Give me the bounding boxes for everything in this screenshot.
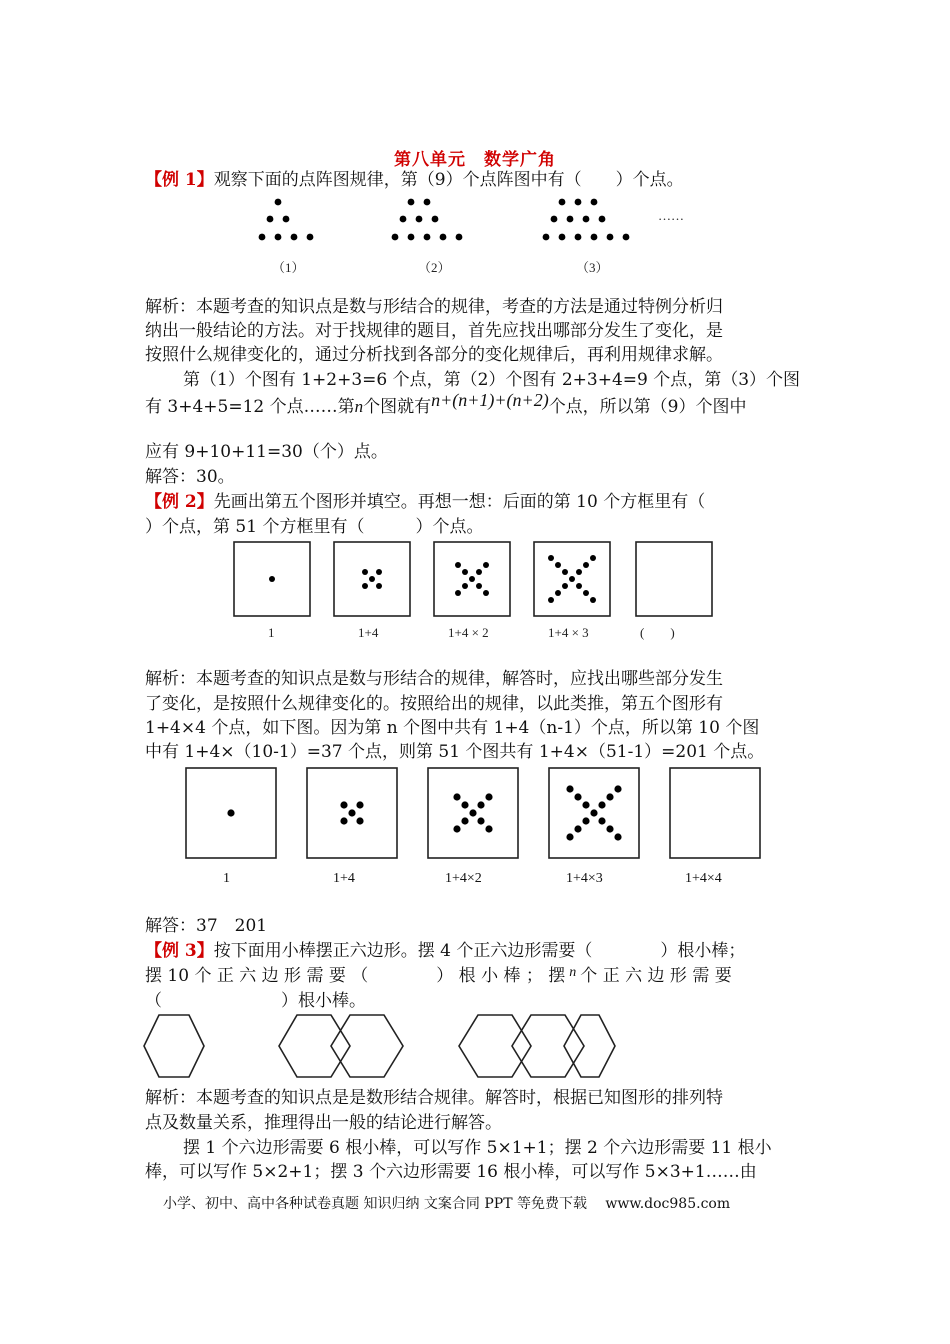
ex3-question-1: 按下面用小棒摆正六边形。摆 4 个正六边形需要（ ）根小棒； <box>213 941 746 961</box>
ex2-analysis-1: 解析：本题考查的知识点是数与形结合的规律，解答时，应找出哪些部分发生 <box>145 669 723 689</box>
ex2-bottom-label-4: 1+4×3 <box>566 871 603 886</box>
ex2-analysis-2: 了变化，是按照什么规律变化的。按照给出的规律，以此类推，第五个图形有 <box>145 694 723 714</box>
dot-triangle-1 <box>259 199 314 241</box>
ex2-question-2: ）个点，第 51 个方框里有（ ）个点。 <box>145 517 484 537</box>
ex2-top-label-2: 1+4 <box>358 625 379 640</box>
ex1-ellipsis: …… <box>658 208 684 223</box>
page-footer: 小学、初中、高中各种试卷真题 知识归纳 文案合同 PPT 等免费下载 www.doc985.com <box>163 1196 731 1212</box>
ex3-question-line-1 <box>145 939 745 963</box>
ex1-dot-pattern-figure <box>250 190 710 285</box>
dot-triangle-2 <box>392 199 463 241</box>
ex1-analysis-4: 第（1）个图有 1+2+3=6 个点，第（2）个图有 2+3+4=9 个点，第（3）个图 <box>183 370 801 390</box>
ex1-analysis-6: 应有 9+10+11=30（个）点。 <box>145 442 388 462</box>
ex3-analysis-3: 摆 1 个六边形需要 6 根小棒，可以写作 5×1+1；摆 2 个六边形需要 11 根小 <box>183 1138 772 1158</box>
box2-dots <box>362 569 382 589</box>
box1b-dots <box>227 809 234 816</box>
ex2-box-figure-bottom <box>183 764 783 889</box>
ex2-bottom-label-3: 1+4×2 <box>445 871 482 886</box>
ex2-bottom-label-1: 1 <box>223 871 230 886</box>
ex1-label-2: （2） <box>418 260 451 275</box>
box4-dots <box>548 555 596 603</box>
ex3-analysis-4: 棒，可以写作 5×2+1；摆 3 个六边形需要 16 根小棒，可以写作 5×3+1……由 <box>145 1162 757 1182</box>
ex1-formula: n+(n+1)+(n+2) <box>431 390 549 410</box>
ex3-analysis-1: 解析：本题考查的知识点是是数形结合规律。解答时，根据已知图形的排列特 <box>145 1088 723 1108</box>
ex1-analysis-2: 纳出一般结论的方法。对于找规律的题目，首先应找出哪部分发生了变化，是 <box>145 321 723 341</box>
ex3-var-n: n <box>569 965 577 980</box>
ex2-answer: 解答：37 201 <box>145 916 268 936</box>
ex3-hexagon-third <box>563 1012 623 1082</box>
ex1-analysis-3: 按照什么规律变化的，通过分析找到各部分的变化规律后，再利用规律求解。 <box>145 345 723 365</box>
ex3-hexagon-figure <box>143 1012 623 1082</box>
ex3-question-2a: 摆 10 个 正 六 边 形 需 要 （ ） 根 小 棒 ； 摆 <box>145 966 566 986</box>
ex2-analysis-4: 中有 1+4×（10-1）=37 个点，则第 51 个图共有 1+4×（51-1）=201 个点。 <box>145 742 765 762</box>
unit-title: 第八单元 数学广角 <box>394 150 556 170</box>
ex2-top-label-1: 1 <box>268 625 275 640</box>
ex2-tag: 【例 2】 <box>145 492 214 512</box>
ex2-question-line-1 <box>145 490 705 514</box>
ex3-question-2b: 个 正 六 边 形 需 要 <box>580 966 732 986</box>
ex1-label-3: （3） <box>576 260 609 275</box>
ex1-label-1: （1） <box>272 260 305 275</box>
box1-dots <box>269 576 275 582</box>
ex1-analysis-5b: 个图就有 <box>363 397 432 417</box>
ex2-bottom-label-2: 1+4 <box>333 871 355 886</box>
hexagon-1 <box>144 1015 204 1077</box>
ex1-question-line <box>145 168 684 192</box>
box2b-dots <box>340 801 363 824</box>
ex3-question-3: （ ）根小棒。 <box>145 991 366 1011</box>
ex3-tag: 【例 3】 <box>145 941 214 961</box>
ex2-question-1: 先画出第五个图形并填空。再想一想：后面的第 10 个方框里有（ <box>213 492 706 512</box>
ex3-analysis-2: 点及数量关系，推理得出一般的结论进行解答。 <box>145 1113 502 1133</box>
box3b-dots <box>453 793 492 832</box>
ex2-analysis-3: 1+4×4 个点，如下图。因为第 n 个图中共有 1+4（n-1）个点，所以第 10 个图 <box>145 718 760 738</box>
ex3-question-line-2 <box>145 964 732 990</box>
ex2-top-label-4: 1+4 × 3 <box>548 625 589 640</box>
box3-dots <box>455 562 489 596</box>
ex1-var-n-inline: n <box>354 397 364 416</box>
ex1-answer: 解答：30。 <box>145 467 235 487</box>
ex2-top-label-5: ( ) <box>640 625 675 640</box>
box4b-dots <box>566 785 621 840</box>
ex2-bottom-label-5: 1+4×4 <box>685 871 722 886</box>
dot-triangle-3 <box>543 199 630 241</box>
ex2-box-figure-top <box>230 538 720 648</box>
ex1-analysis-5c: 个点，所以第（9）个图中 <box>548 397 747 417</box>
ex1-analysis-1: 解析：本题考查的知识点是数与形结合的规律，考查的方法是通过特例分析归 <box>145 297 723 317</box>
ex1-analysis-5 <box>145 390 747 419</box>
ex1-analysis-5a: 有 3+4+5=12 个点……第 <box>145 397 355 417</box>
ex1-tag: 【例 1】 <box>145 170 214 190</box>
ex2-top-label-3: 1+4 × 2 <box>448 625 489 640</box>
ex1-question: 观察下面的点阵图规律，第（9）个点阵图中有（ ）个点。 <box>213 170 684 190</box>
